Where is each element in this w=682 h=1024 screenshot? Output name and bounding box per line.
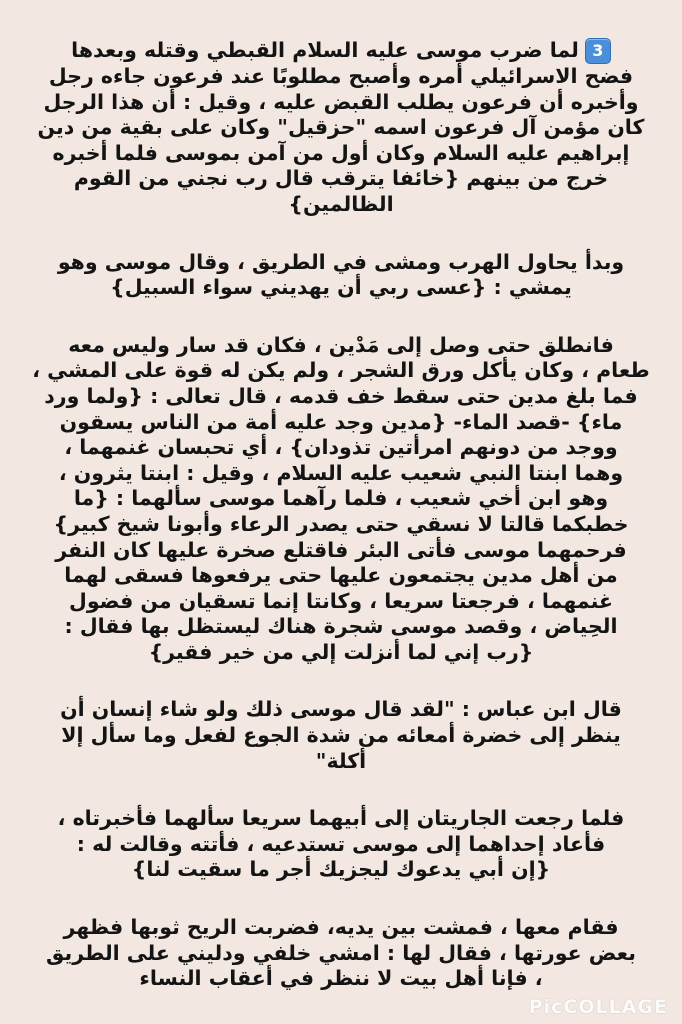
text-line: {رب إني لما أنزلت إلي من خير فقير}: [148, 639, 534, 664]
paragraph-4: [20, 697, 662, 774]
text-line: يمشي : {عسى ربي أن يهديني سواء السبيل}: [110, 275, 572, 300]
paragraph-2: [20, 250, 662, 301]
paragraph-5: [20, 806, 662, 883]
text-line: كان مؤمن آل فرعون اسمه "حزقيل" وكان على بقية من دين: [37, 115, 645, 140]
piccollage-watermark: PicCOLLAGE: [528, 996, 668, 1018]
text-line: فلما رجعت الجاريتان إلى أبيهما سريعا سألهما فأخبرتاه ،: [57, 806, 625, 831]
text-line: أكلة": [315, 748, 367, 773]
text-line: من أهل مدين يجتمعون عليها حتى يرفعوها فسقى لهما: [64, 563, 618, 588]
text-line: إبراهيم عليه السلام وكان أول من آمن بموسى فلما أخبره: [52, 140, 630, 165]
paragraph-1: [20, 38, 662, 218]
text-line: فما بلغ مدين حتى سقط خف قدمه ، قال تعالى : {ولما ورد: [44, 383, 638, 408]
text-line: خرج من بينهم {خائفا يترقب قال رب نجني من القوم: [73, 166, 609, 191]
text-line: الظالمين}: [288, 191, 394, 216]
text-line: غنمهما ، فرجعتا سريعا ، وكانتا إنما تسقيان من فضول: [69, 588, 613, 613]
text-line: قال ابن عباس : "لقد قال موسى ذلك ولو شاء إنسان أن: [60, 697, 622, 722]
text-line: {إن أبي يدعوك ليجزيك أجر ما سقيت لنا}: [131, 857, 551, 882]
text-line: فضح الاسرائيلي أمره وأصبح مطلوبًا عند فرعون جاءه رجل: [48, 64, 634, 88]
text-line: 3لما ضرب موسى عليه السلام القبطي وقتله وبعدها: [20, 38, 662, 64]
paragraph-3: [20, 333, 662, 666]
text-line: فقام معها ، فمشت بين يديه، فضربت الريح ثوبها فظهر: [63, 915, 619, 940]
text-line: وهو ابن أخي شعيب ، فلما رآهما موسى سألهما : {ما: [73, 486, 609, 511]
text-line: فرحمهما موسى فأتى البئر فاقتلع صخرة عليها كان النفر: [55, 537, 627, 562]
story-text: [20, 38, 662, 1024]
text-line: وبدأ يحاول الهرب ومشى في الطريق ، وقال موسى وهو: [57, 249, 625, 274]
text-line: وهما ابنتا النبي شعيب عليه السلام ، وقيل : ابنتا يثرون ،: [58, 460, 624, 485]
text-line: فانطلق حتى وصل إلى مَدْين ، فكان قد سار وليس معه: [68, 332, 614, 357]
text-line: ووجد من دونهم امرأتين تذودان} ، أي تحبسان غنمهما ،: [64, 435, 618, 460]
text-line: الحِياض ، وقصد موسى شجرة هناك ليستظل بها فقال :: [64, 614, 618, 639]
text-line: خطبكما قالتا لا نسقي حتى يصدر الرعاء وأبونا شيخ كبير}: [53, 511, 629, 536]
paragraph-6: [20, 915, 662, 992]
text-line: بعض عورتها ، فقال لها : امشي خلفي ودليني على الطريق: [46, 940, 636, 965]
text-line: فأعاد إحداهما إلى موسى تستدعيه ، فأتته وقالت له :: [76, 831, 606, 856]
text-line: طعام ، وكان يأكل ورق الشجر ، ولم يكن له قوة على المشي ،: [32, 358, 650, 383]
text-line: وأخبره أن فرعون يطلب القبض عليه ، وقيل : أن هذا الرجل: [43, 89, 639, 114]
text-line: ماء} -قصد الماء- {مدين وجد عليه أمة من الناس يسقون: [59, 409, 623, 434]
number-three-badge-icon: 3: [585, 38, 611, 64]
text-line: ، فإنا أهل بيت لا ننظر في أعقاب النساء: [139, 966, 543, 991]
text-line: ينظر إلى خضرة أمعائه من شدة الجوع لفعل وما سأل إلا: [61, 723, 621, 748]
